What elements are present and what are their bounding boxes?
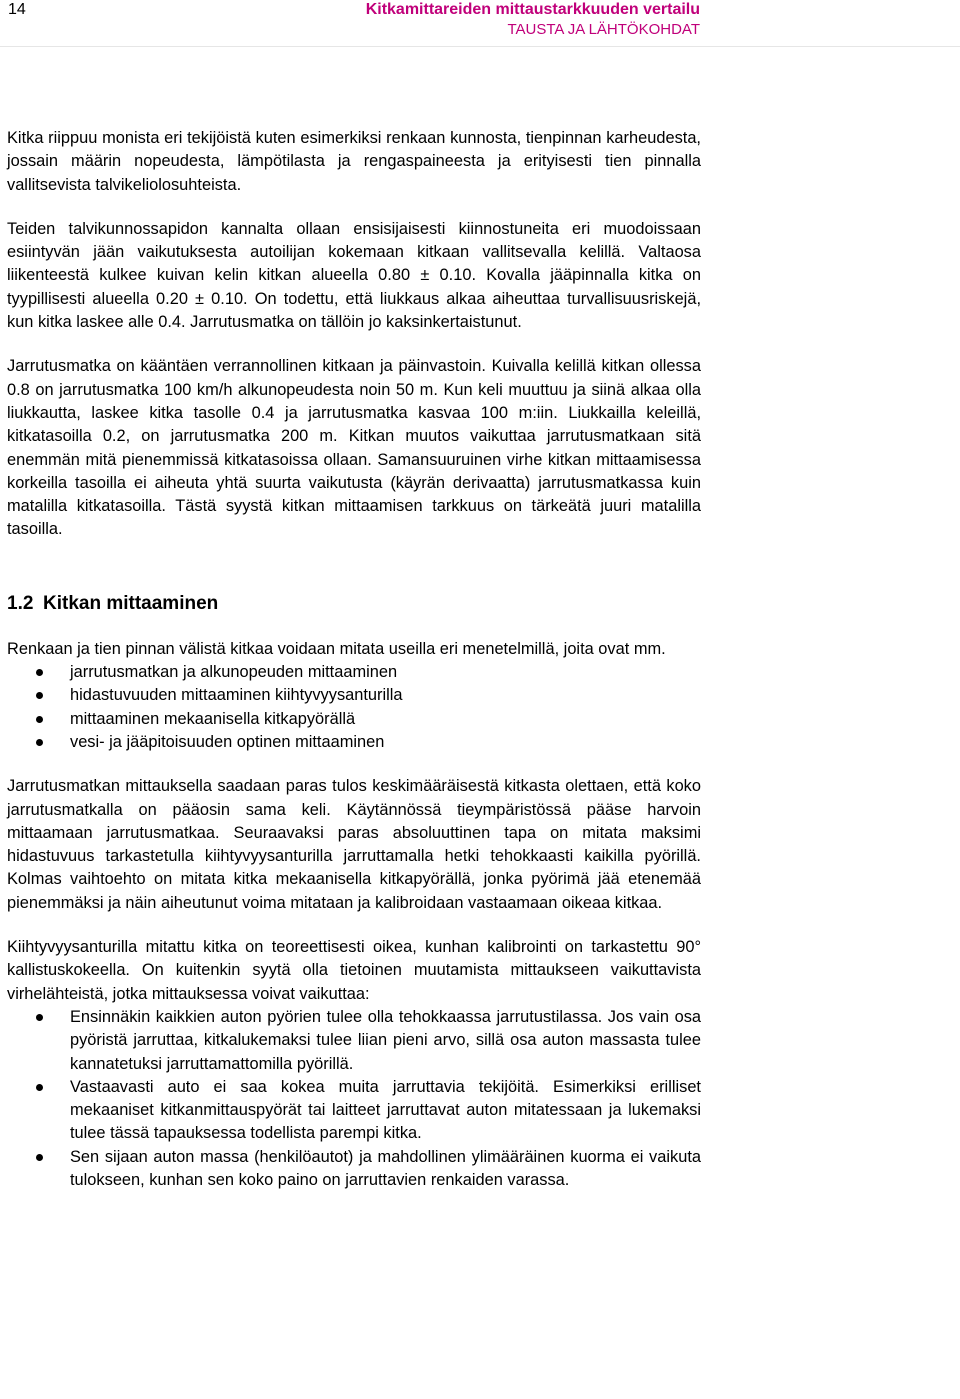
list-item: Ensinnäkin kaikkien auton pyörien tulee olla tehokkaassa jarrutustilassa. Jos vain osa pyöristä jarruttaa, kitkalukemaksi tulee liian pieni arvo, sillä osa auton massasta tulee kannatetuksi jarruttamattomilla pyörillä. <box>7 1006 701 1076</box>
page-number: 14 <box>8 1 26 18</box>
list-item: hidastuvuuden mittaaminen kiihtyvyysanturilla <box>7 684 701 707</box>
document-body <box>7 127 701 1192</box>
list-item: jarrutusmatkan ja alkunopeuden mittaaminen <box>7 661 701 684</box>
paragraph-accelerometer: Kiihtyvyysanturilla mitattu kitka on teoreettisesti oikea, kunhan kalibrointi on tarkastettu 90° kallistuskokeella. On kuitenkin syytä olla tietoinen muutamista mittaukseen vaikuttavista virhelähteistä, jotka mittauksessa voivat vaikuttaa: <box>7 938 701 1003</box>
paragraph-braking-distance: Jarrutusmatka on kääntäen verrannollinen kitkaan ja päinvastoin. Kuivalla kelillä kitkan ollessa 0.8 on jarrutusmatka 100 km/h alkunopeudesta noin 50 m. Kun keli muuttuu ja siinä alkaa olla liukkautta, laskee kitka tasolle 0.4 ja jarrutusmatka kasvaa 100 m:iin. Liukkailla keleillä, kitkatasoilla 0.2, on jarrutusmatka 200 m. Kitkan muutos vaikuttaa jarrutusmatkaan sitä enemmän mitä pienemmissä kitkatasoissa ollaan. Samansuuruinen virhe kitkan mittaamisessa korkeilla tasoilla ei aiheuta yhtä suurta vaikutusta (käyrän derivaatta) jarrutusmatkassa kuin matalilla kitkatasoilla. Tästä syystä kitkan mittaamisen tarkkuus on tärkeätä juuri matalilla tasoilla. <box>7 357 701 539</box>
paragraph-winter-maintenance: Teiden talvikunnossapidon kannalta ollaan ensisijaisesti kiinnostuneita eri muodoissaan esiintyvän jään vaikutuksesta autoilijan kokemaan kitkaan vallitsevalla kelillä. Valtaosa liikenteestä kulkee kuivan kelin kitkan alueella 0.80 ± 0.10. Kovalla jääpinnalla kitka on tyypillisesti alueella 0.20 ± 0.10. On todettu, että liukkaus alkaa aiheuttaa turvallisuusriskejä, kun kitka laskee alle 0.4. Jarrutusmatka on tällöin jo kaksinkertaistunut. <box>7 219 701 332</box>
paragraph-methods-intro: Renkaan ja tien pinnan välistä kitkaa voidaan mitata useilla eri menetelmillä, joita ovat mm. <box>7 639 666 658</box>
paragraph-friction-factors: Kitka riippuu monista eri tekijöistä kuten esimerkiksi renkaan kunnosta, tienpinnan karheudesta, jossain määrin nopeudesta, lämpötilasta ja rengaspaineesta ja erityisesti tien pinnalla vallitsevista talvikeliolosuhteista. <box>7 129 701 194</box>
section-title: Kitkan mittaaminen <box>43 592 219 614</box>
running-subtitle: TAUSTA JA LÄHTÖKOHDAT <box>507 21 700 38</box>
paragraph-braking-measurement: Jarrutusmatkan mittauksella saadaan paras tulos keskimääräisestä kitkasta olettaen, että koko jarrutusmatkalla on pääosin sama keli. Käytännössä tieympäristössä pääse harvoin mittaamaan jarrutusmatkaa. Seuraavaksi paras absoluuttinen tapa on mitata maksimi hidastuvuus tarkastetulla kiihtyvyysanturilla jarruttamalla hetki tehokkaasti kaikilla pyörillä. Kolmas vaihtoehto on mitata kitka mekaanisella kitkapyörällä, jonka pyörimä jää etenemää pienemmäksi ja näin aiheutunut voima mitataan ja kalibroidaan vastaamaan oikeaa kitkaa. <box>7 777 701 912</box>
list-item: vesi- ja jääpitoisuuden optinen mittaaminen <box>7 731 701 754</box>
section-number: 1.2 <box>7 592 34 614</box>
list-item: Sen sijaan auton massa (henkilöautot) ja mahdollinen ylimääräinen kuorma ei vaikuta tulokseen, kunhan sen koko paino on jarruttavien renkaiden varassa. <box>7 1146 701 1193</box>
running-title: Kitkamittareiden mittaustarkkuuden vertailu <box>365 1 700 18</box>
page-header <box>0 0 960 47</box>
list-item: mittaaminen mekaanisella kitkapyörällä <box>7 708 701 731</box>
section-heading <box>7 592 701 616</box>
error-sources-list <box>7 1006 701 1192</box>
methods-list <box>7 661 701 754</box>
list-item: Vastaavasti auto ei saa kokea muita jarruttavia tekijöitä. Esimerkiksi erilliset mekaaniset kitkanmittauspyörät tai laitteet jarruttavat auton mitatessaan ja lukemaksi tulee tässä tapauksessa todellista parempi kitka. <box>7 1076 701 1146</box>
